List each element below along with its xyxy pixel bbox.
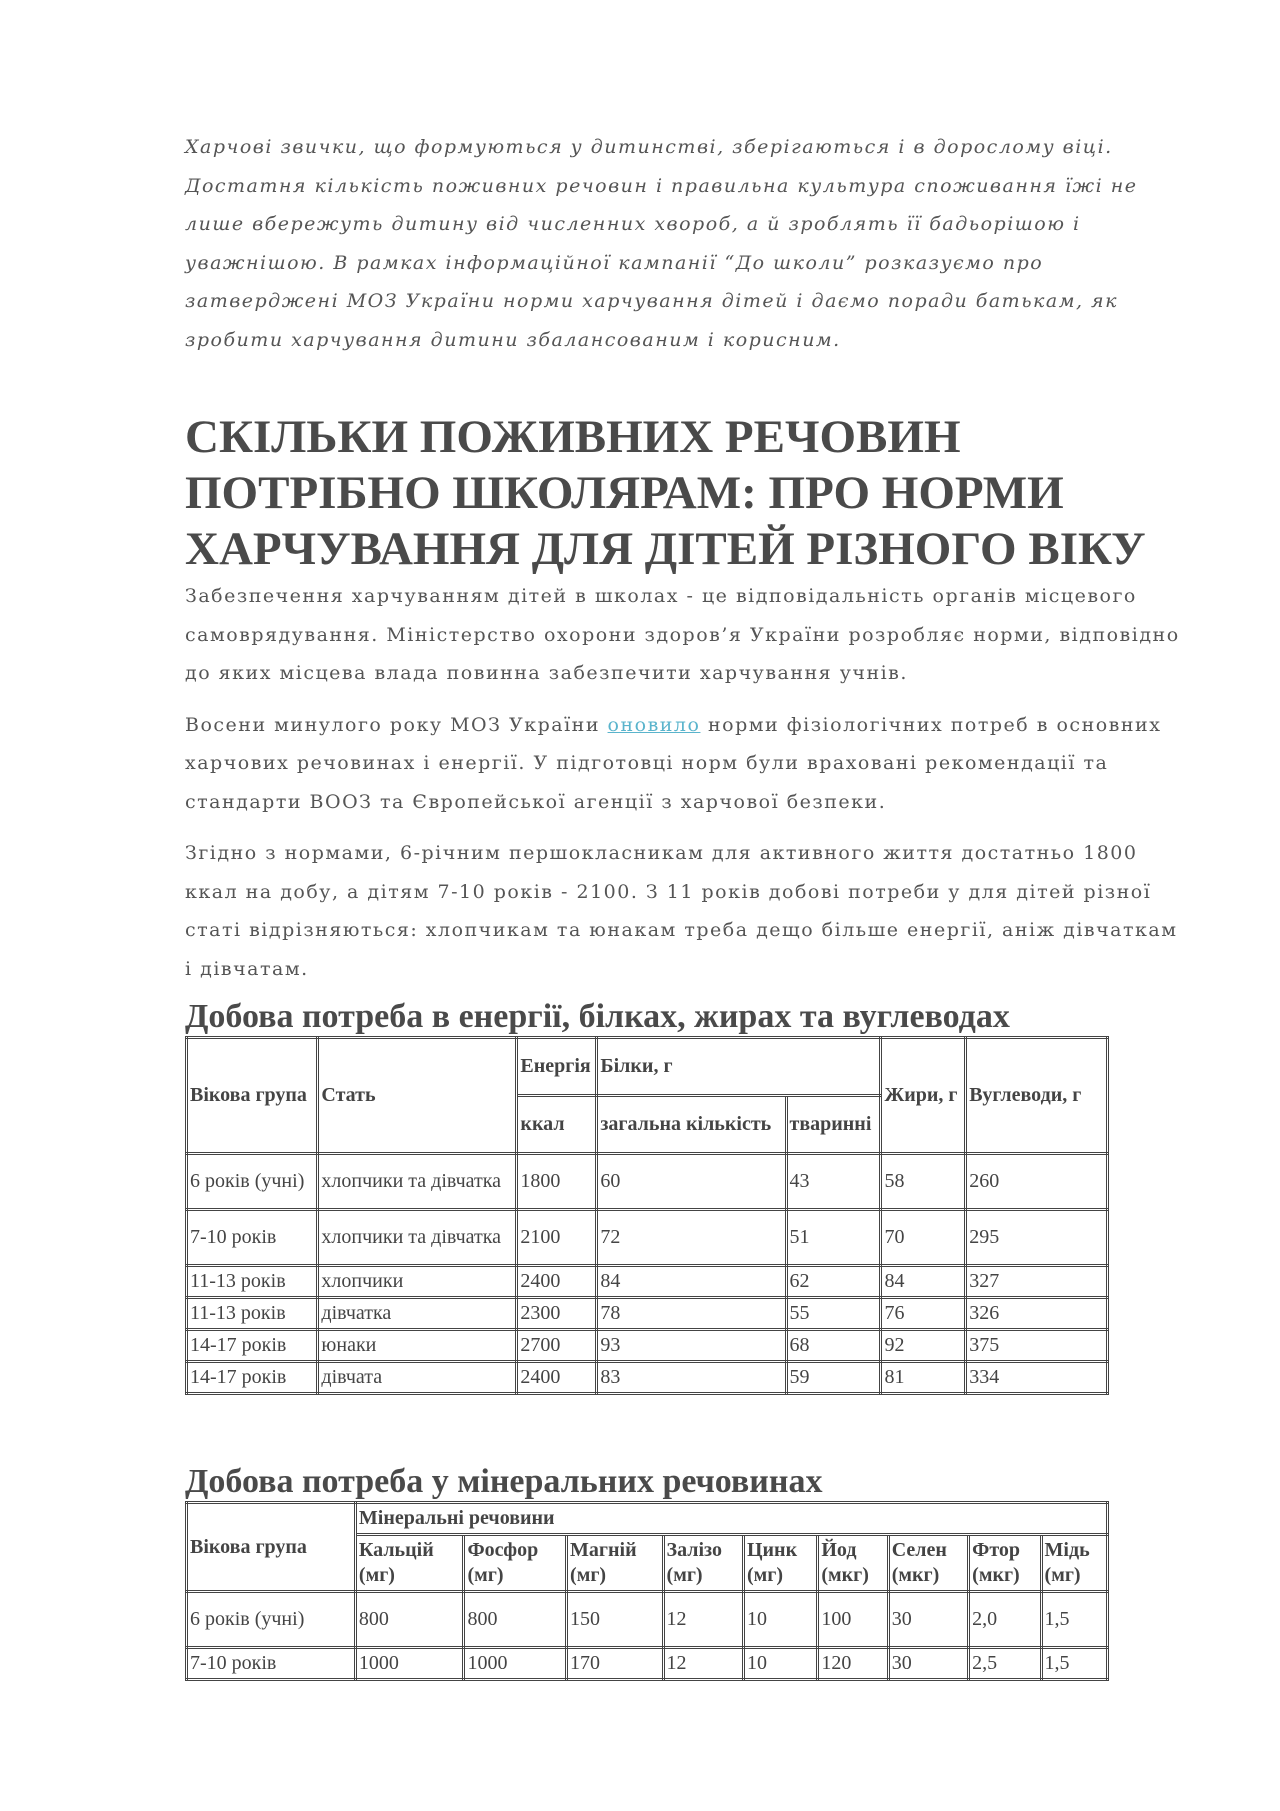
- table-row: [187, 1266, 1108, 1298]
- table-cell: 6 років (учні): [187, 1592, 356, 1648]
- table-cell: хлопчики та дівчатка: [318, 1154, 517, 1210]
- table-cell: 100: [818, 1592, 888, 1648]
- table-cell: дівчата: [318, 1362, 517, 1394]
- table-cell: 1800: [517, 1154, 597, 1210]
- header-mineral: Йод (мкг): [818, 1535, 888, 1592]
- header-mineral: Цинк (мг): [743, 1535, 817, 1592]
- table-cell: 72: [597, 1210, 786, 1266]
- table-cell: 59: [786, 1362, 881, 1394]
- table-cell: 150: [567, 1592, 664, 1648]
- table-cell: 30: [888, 1648, 968, 1680]
- paragraph-norms-update: [185, 706, 1185, 822]
- table-cell: 1,5: [1041, 1592, 1107, 1648]
- header-age-group: Вікова група: [187, 1503, 356, 1592]
- table-cell: 55: [786, 1298, 881, 1330]
- table-cell: 7-10 років: [187, 1648, 356, 1680]
- table-cell: 6 років (учні): [187, 1154, 318, 1210]
- table-cell: 327: [966, 1266, 1108, 1298]
- table-cell: 1,5: [1041, 1648, 1107, 1680]
- table-cell: 260: [966, 1154, 1108, 1210]
- table-cell: 83: [597, 1362, 786, 1394]
- table-cell: 7-10 років: [187, 1210, 318, 1266]
- table2-title: Добова потреба у мінеральних речовинах: [185, 1463, 823, 1500]
- header-mineral: Селен (мкг): [888, 1535, 968, 1592]
- table-cell: 84: [597, 1266, 786, 1298]
- table-cell: хлопчики та дівчатка: [318, 1210, 517, 1266]
- energy-nutrients-table: [185, 1036, 1109, 1395]
- header-mineral: Кальцій (мг): [355, 1535, 464, 1592]
- table-row: [187, 1648, 1108, 1680]
- header-animal-proteins: тваринні: [786, 1096, 881, 1154]
- table-cell: 11-13 років: [187, 1298, 318, 1330]
- table-cell: хлопчики: [318, 1266, 517, 1298]
- table-cell: 800: [355, 1592, 464, 1648]
- header-mineral: Фосфор (мг): [464, 1535, 567, 1592]
- table-cell: 170: [567, 1648, 664, 1680]
- table-cell: 68: [786, 1330, 881, 1362]
- table-cell: 60: [597, 1154, 786, 1210]
- table-cell: 2100: [517, 1210, 597, 1266]
- header-total-proteins: загальна кількість: [597, 1096, 786, 1154]
- table-row: [187, 1362, 1108, 1394]
- intro-paragraph: Харчові звички, що формуються у дитинстві, зберігаються і в дорослому віці. Достатня кількість поживних речовин і правильна культура споживання їжі не лише вбережуть дитину від численних хвороб, а й зроблять її бадьорішою і уважнішою. В рамках інформаційної кампанії “До школи” розказуємо про затверджені МОЗ України норми харчування дітей і даємо поради батькам, як зробити харчування дитини збалансованим і корисним.: [185, 136, 1138, 351]
- table-cell: 92: [881, 1330, 966, 1362]
- table-cell: дівчатка: [318, 1298, 517, 1330]
- paragraph-energy-norms: Згідно з нормами, 6-річним першокласникам для активного життя достатньо 1800 ккал на добу, а дітям 7-10 років - 2100. З 11 років добові потреби у для дітей різної статі відрізняються: хлопчикам та юнакам треба дещо більше енергії, аніж дівчаткам і дівчатам.: [185, 842, 1178, 980]
- table-cell: 11-13 років: [187, 1266, 318, 1298]
- table-cell: 81: [881, 1362, 966, 1394]
- table-cell: 12: [663, 1592, 743, 1648]
- table-row: [187, 1298, 1108, 1330]
- table-row: [187, 1210, 1108, 1266]
- table-cell: 14-17 років: [187, 1362, 318, 1394]
- table-cell: 70: [881, 1210, 966, 1266]
- minerals-table: [185, 1501, 1109, 1681]
- paragraph-text: норми фізіологічних потреб в основних харчових речовинах і енергії. У підготовці норм були враховані рекомендації та стандарти ВООЗ та Європейської агенції з харчової безпеки.: [185, 713, 1162, 813]
- table-cell: 51: [786, 1210, 881, 1266]
- header-carbs: Вуглеводи, г: [966, 1038, 1108, 1154]
- table-cell: 30: [888, 1592, 968, 1648]
- table-row: [187, 1330, 1108, 1362]
- header-mineral: Мідь (мг): [1041, 1535, 1107, 1592]
- table-cell: юнаки: [318, 1330, 517, 1362]
- table-cell: 1000: [355, 1648, 464, 1680]
- header-mineral: Залізо (мг): [663, 1535, 743, 1592]
- table-cell: 10: [743, 1648, 817, 1680]
- header-mineral: Фтор (мкг): [969, 1535, 1041, 1592]
- table-cell: 326: [966, 1298, 1108, 1330]
- table-cell: 2,0: [969, 1592, 1041, 1648]
- header-sex: Стать: [318, 1038, 517, 1154]
- header-age-group: Вікова група: [187, 1038, 318, 1154]
- table-cell: 76: [881, 1298, 966, 1330]
- table-cell: 1000: [464, 1648, 567, 1680]
- table-cell: 78: [597, 1298, 786, 1330]
- table-cell: 12: [663, 1648, 743, 1680]
- article: [185, 128, 1185, 1681]
- table-cell: 2400: [517, 1266, 597, 1298]
- table-cell: 2,5: [969, 1648, 1041, 1680]
- table-cell: 2700: [517, 1330, 597, 1362]
- header-energy: Енергія: [517, 1038, 597, 1096]
- updated-norms-link[interactable]: оновило: [607, 713, 701, 736]
- table-cell: 2300: [517, 1298, 597, 1330]
- table-row: [187, 1154, 1108, 1210]
- article-title: СКІЛЬКИ ПОЖИВНИХ РЕЧОВИН ПОТРІБНО ШКОЛЯРАМ: ПРО НОРМИ ХАРЧУВАННЯ ДЛЯ ДІТЕЙ РІЗНОГО ВІКУ: [185, 411, 1146, 575]
- header-mineral: Магній (мг): [567, 1535, 664, 1592]
- header-minerals: Мінеральні речовини: [355, 1503, 1107, 1535]
- table-cell: 43: [786, 1154, 881, 1210]
- table-cell: 2400: [517, 1362, 597, 1394]
- table-cell: 58: [881, 1154, 966, 1210]
- table-cell: 84: [881, 1266, 966, 1298]
- header-kcal: ккал: [517, 1096, 597, 1154]
- table-cell: 375: [966, 1330, 1108, 1362]
- table-cell: 62: [786, 1266, 881, 1298]
- table-cell: 295: [966, 1210, 1108, 1266]
- table-cell: 800: [464, 1592, 567, 1648]
- table-row: [187, 1592, 1108, 1648]
- table-cell: 120: [818, 1648, 888, 1680]
- header-fats: Жири, г: [881, 1038, 966, 1154]
- table-cell: 93: [597, 1330, 786, 1362]
- table-cell: 14-17 років: [187, 1330, 318, 1362]
- table-cell: 10: [743, 1592, 817, 1648]
- header-proteins: Білки, г: [597, 1038, 881, 1096]
- table-cell: 334: [966, 1362, 1108, 1394]
- table1-title: Добова потреба в енергії, білках, жирах та вуглеводах: [185, 998, 1010, 1035]
- paragraph-school-catering: Забезпечення харчуванням дітей в школах - це відповідальність органів місцевого самоврядування. Міністерство охорони здоров’я України розробляє норми, відповідно до яких місцева влада повинна забезпечити харчування учнів.: [185, 585, 1180, 684]
- paragraph-text: Восени минулого року МОЗ України: [185, 713, 608, 736]
